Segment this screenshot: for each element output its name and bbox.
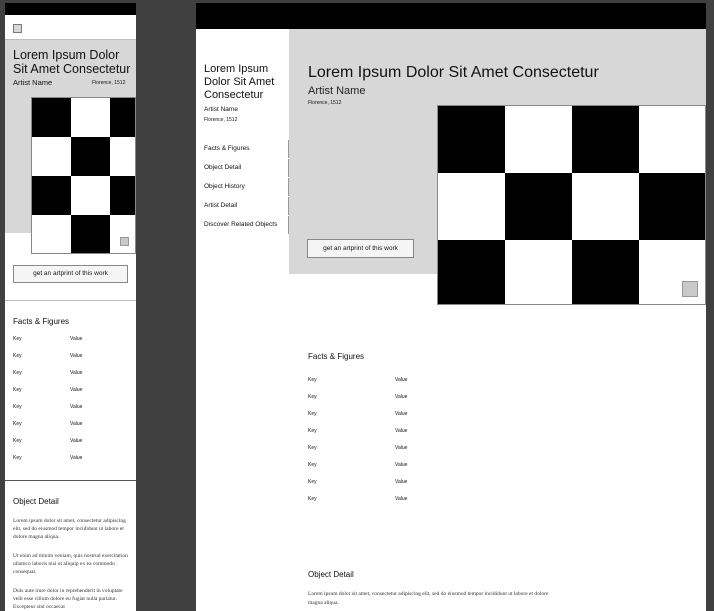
- fact-key: Key: [13, 404, 22, 410]
- fact-value: Value: [70, 336, 83, 342]
- desktop-place-date: Florence, 1512: [308, 100, 342, 106]
- checker-square: [572, 106, 639, 173]
- fact-key: Key: [13, 438, 22, 444]
- mobile-detail-paragraph: Ut enim ad minim veniam, quis nostrud exercitation ullamco laboris nisi ut aliquip ex ea commodo consequat.: [13, 553, 128, 575]
- expand-icon[interactable]: [120, 237, 129, 246]
- checker-square: [438, 240, 505, 305]
- fact-key: Key: [13, 370, 22, 376]
- desktop-frame: [196, 3, 706, 611]
- nav-item-object-history[interactable]: Object History: [204, 178, 289, 196]
- desktop-artprint-button[interactable]: get an artprint of this work: [307, 239, 414, 258]
- nav-item-facts-figures[interactable]: Facts & Figures: [204, 140, 289, 158]
- fact-value: Value: [70, 370, 83, 376]
- fact-value: Value: [70, 438, 83, 444]
- desktop-artwork-image[interactable]: [437, 105, 706, 305]
- checker-square: [32, 176, 71, 215]
- mobile-detail-paragraph: Duis aute irure dolor in reprehenderit in voluptate velit esse cillum dolore eu fugiat nulla pariatur. Excepteur sint occaecat: [13, 588, 123, 610]
- sidebar-artwork-title: Lorem Ipsum Dolor Sit Amet Consectetur: [204, 63, 275, 101]
- fact-value: Value: [70, 387, 83, 393]
- desktop-detail-paragraph: Lorem ipsum dolor sit amet, consectetur adipiscing elit, sed do eiusmod tempor incididunt ut labore et dolore magna aliqua.: [308, 591, 549, 606]
- mobile-detail-paragraph: Lorem ipsum dolor sit amet, consectetur adipiscing elit, sed do eiusmod tempor incididunt ut labore et dolore magna aliqua.: [13, 518, 126, 540]
- fact-key: Key: [308, 445, 317, 451]
- checker-square: [71, 137, 110, 176]
- fact-value: Value: [395, 428, 408, 434]
- fact-value: Value: [395, 394, 408, 400]
- mobile-top-bar: [5, 3, 136, 15]
- nav-item-artist-detail[interactable]: Artist Detail: [204, 197, 289, 215]
- fact-value: Value: [70, 421, 83, 427]
- checker-square: [110, 98, 136, 137]
- fact-value: Value: [70, 404, 83, 410]
- fact-value: Value: [70, 455, 83, 461]
- fact-key: Key: [13, 353, 22, 359]
- mobile-frame: [5, 3, 136, 611]
- divider: [5, 480, 136, 481]
- mobile-facts-heading: Facts & Figures: [13, 317, 70, 326]
- fact-key: Key: [308, 496, 317, 502]
- fact-key: Key: [308, 462, 317, 468]
- fact-key: Key: [308, 377, 317, 383]
- mobile-artist-name[interactable]: Artist Name: [13, 78, 53, 87]
- fact-value: Value: [395, 462, 408, 468]
- checker-square: [71, 215, 110, 254]
- mobile-object-detail-heading: Object Detail: [13, 497, 59, 506]
- mobile-artwork-title: Lorem Ipsum Dolor Sit Amet Consectetur: [13, 48, 131, 76]
- menu-icon[interactable]: [13, 24, 22, 33]
- desktop-artwork-title: Lorem Ipsum Dolor Sit Amet Consectetur: [308, 64, 599, 81]
- desktop-object-detail-heading: Object Detail: [308, 570, 354, 579]
- checker-square: [639, 173, 706, 240]
- checker-square: [438, 106, 505, 173]
- fact-value: Value: [395, 496, 408, 502]
- desktop-artist-name[interactable]: Artist Name: [308, 85, 366, 97]
- divider: [5, 300, 136, 301]
- checker-square: [505, 173, 572, 240]
- fact-value: Value: [70, 353, 83, 359]
- mobile-menu-bar: [5, 15, 136, 40]
- nav-item-related-objects[interactable]: Discover Related Objects: [204, 216, 289, 234]
- fact-key: Key: [13, 387, 22, 393]
- fact-value: Value: [395, 377, 408, 383]
- checker-square: [110, 176, 136, 215]
- fact-key: Key: [308, 411, 317, 417]
- checker-square: [32, 98, 71, 137]
- mobile-artprint-button[interactable]: get an artprint of this work: [13, 265, 128, 283]
- fact-key: Key: [308, 394, 317, 400]
- desktop-top-bar: [196, 3, 706, 29]
- checker-square: [572, 240, 639, 305]
- sidebar-place-date: Florence, 1512: [204, 117, 238, 123]
- fact-value: Value: [395, 411, 408, 417]
- nav-item-object-detail[interactable]: Object Detail: [204, 159, 289, 177]
- fact-key: Key: [13, 455, 22, 461]
- fact-value: Value: [395, 445, 408, 451]
- sidebar-artist-name[interactable]: Artist Name: [204, 106, 238, 113]
- mobile-artwork-image[interactable]: [31, 97, 136, 254]
- fact-key: Key: [308, 428, 317, 434]
- fact-key: Key: [13, 336, 22, 342]
- fact-key: Key: [308, 479, 317, 485]
- fact-value: Value: [395, 479, 408, 485]
- mobile-place-date: Florence, 1512: [92, 80, 126, 86]
- expand-icon[interactable]: [682, 281, 698, 297]
- desktop-facts-heading: Facts & Figures: [308, 352, 365, 361]
- fact-key: Key: [13, 421, 22, 427]
